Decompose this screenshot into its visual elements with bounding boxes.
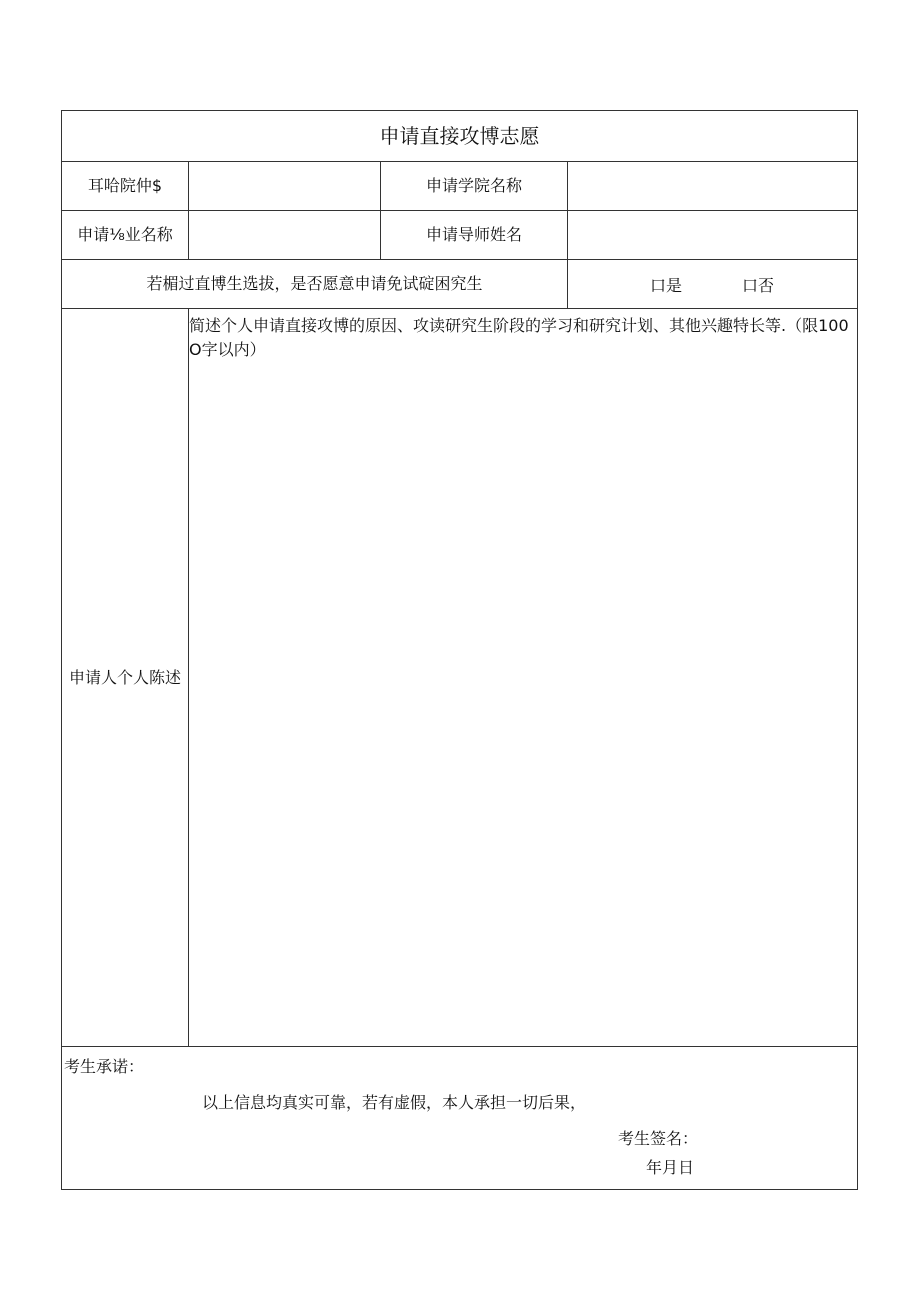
apply-major-field[interactable]: [189, 211, 380, 259]
personal-statement-instructions: 简述个人申请直接攻博的原因、攻读研究生阶段的学习和研究计划、其他兴趣特长等.（限100O字以内）: [189, 316, 849, 359]
date-label: 年月日: [646, 1158, 695, 1177]
form-title: 申请直接攻博志愿: [379, 124, 540, 148]
option-yes-checkbox[interactable]: 口是: [650, 275, 683, 295]
commitment-label: 考生承诺：: [64, 1057, 145, 1076]
apply-college-label: 申请学院名称: [425, 176, 522, 195]
signature-label: 考生签名：: [618, 1129, 699, 1148]
apply-major-label: 申请⅛业名称: [77, 225, 173, 244]
application-form: [61, 110, 858, 1190]
personal-statement-label: 申请人个人陈述: [68, 667, 181, 687]
current-school-label: 耳哈院仲$: [87, 176, 163, 195]
fallback-question: 若楣过直博生选拔，是否愿意申请免试碇困究生: [146, 274, 483, 293]
option-no-checkbox[interactable]: 口否: [742, 275, 775, 295]
current-school-field[interactable]: [189, 162, 380, 210]
advisor-name-field[interactable]: [568, 211, 857, 259]
commitment-text: 以上信息均真实可靠，若有虚假，本人承担一切后果，: [202, 1093, 587, 1112]
apply-college-field[interactable]: [568, 162, 857, 210]
col-divider-statement: [188, 308, 189, 1046]
row-divider-statement: [62, 1046, 857, 1047]
advisor-name-label: 申请导师姓名: [425, 225, 522, 244]
